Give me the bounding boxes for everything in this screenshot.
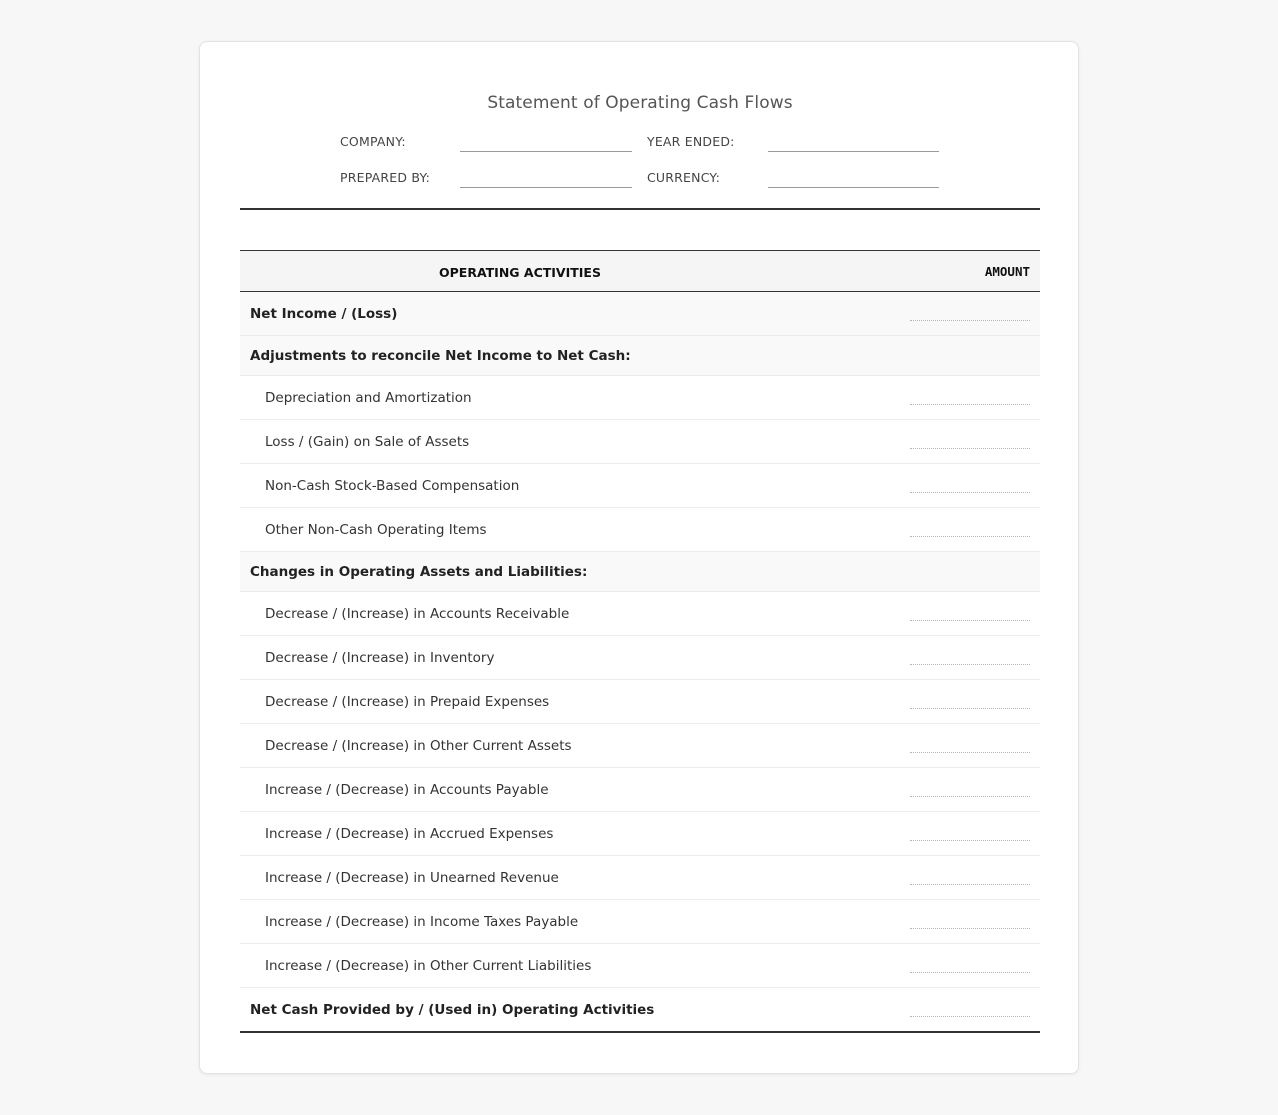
row-label: Loss / (Gain) on Sale of Assets bbox=[265, 433, 470, 450]
row-label: Depreciation and Amortization bbox=[265, 389, 472, 406]
total-row bbox=[240, 292, 1040, 336]
currency-label: CURRENCY: bbox=[647, 170, 720, 185]
table-row bbox=[240, 464, 1040, 508]
cash-flow-table bbox=[240, 250, 1040, 1033]
amount-input[interactable] bbox=[910, 840, 1030, 841]
table-row bbox=[240, 900, 1040, 944]
table-row bbox=[240, 768, 1040, 812]
table-row bbox=[240, 944, 1040, 988]
year-ended-label: YEAR ENDED: bbox=[647, 134, 735, 149]
year-ended-field[interactable] bbox=[768, 151, 939, 152]
amount-input[interactable] bbox=[910, 404, 1030, 405]
row-label: Net Income / (Loss) bbox=[250, 305, 398, 322]
row-label: Other Non-Cash Operating Items bbox=[265, 521, 487, 538]
column-header-amount: AMOUNT bbox=[984, 264, 1030, 279]
statement-card bbox=[199, 41, 1079, 1074]
amount-input[interactable] bbox=[910, 1016, 1030, 1017]
row-label: Decrease / (Increase) in Other Current Assets bbox=[265, 737, 572, 754]
amount-input[interactable] bbox=[910, 492, 1030, 493]
company-field[interactable] bbox=[460, 151, 632, 152]
prepared-by-field[interactable] bbox=[460, 187, 632, 188]
amount-input[interactable] bbox=[910, 928, 1030, 929]
row-label: Increase / (Decrease) in Accrued Expenses bbox=[265, 825, 554, 842]
currency-field[interactable] bbox=[768, 187, 939, 188]
row-label: Increase / (Decrease) in Other Current Liabilities bbox=[265, 957, 592, 974]
company-label: COMPANY: bbox=[340, 134, 406, 149]
row-label: Increase / (Decrease) in Income Taxes Payable bbox=[265, 913, 579, 930]
amount-input[interactable] bbox=[910, 536, 1030, 537]
table-row bbox=[240, 508, 1040, 552]
row-label: Adjustments to reconcile Net Income to Net Cash: bbox=[250, 347, 631, 364]
header-divider bbox=[240, 208, 1040, 210]
amount-input[interactable] bbox=[910, 884, 1030, 885]
table-row bbox=[240, 812, 1040, 856]
page-title: Statement of Operating Cash Flows bbox=[487, 93, 793, 113]
row-label: Decrease / (Increase) in Inventory bbox=[265, 649, 495, 666]
table-row bbox=[240, 592, 1040, 636]
amount-input[interactable] bbox=[910, 620, 1030, 621]
amount-input[interactable] bbox=[910, 972, 1030, 973]
amount-input[interactable] bbox=[910, 796, 1030, 797]
amount-input[interactable] bbox=[910, 708, 1030, 709]
amount-input[interactable] bbox=[910, 664, 1030, 665]
table-row bbox=[240, 856, 1040, 900]
row-label: Increase / (Decrease) in Accounts Payable bbox=[265, 781, 549, 798]
row-label: Non-Cash Stock-Based Compensation bbox=[265, 477, 520, 494]
table-row bbox=[240, 680, 1040, 724]
total-row bbox=[240, 988, 1040, 1033]
table-body bbox=[240, 292, 1040, 1033]
prepared-by-label: PREPARED BY: bbox=[340, 170, 431, 185]
table-header bbox=[240, 250, 1040, 292]
row-label: Net Cash Provided by / (Used in) Operating Activities bbox=[250, 1001, 655, 1018]
row-label: Changes in Operating Assets and Liabilities: bbox=[250, 563, 588, 580]
row-label: Increase / (Decrease) in Unearned Revenue bbox=[265, 869, 559, 886]
table-row bbox=[240, 376, 1040, 420]
table-row bbox=[240, 636, 1040, 680]
row-label: Decrease / (Increase) in Prepaid Expenses bbox=[265, 693, 550, 710]
table-row bbox=[240, 420, 1040, 464]
table-row bbox=[240, 724, 1040, 768]
column-header-activities: OPERATING ACTIVITIES bbox=[439, 265, 601, 280]
amount-input[interactable] bbox=[910, 320, 1030, 321]
amount-input[interactable] bbox=[910, 448, 1030, 449]
row-label: Decrease / (Increase) in Accounts Receivable bbox=[265, 605, 570, 622]
amount-input[interactable] bbox=[910, 752, 1030, 753]
section-header-row bbox=[240, 552, 1040, 592]
section-header-row bbox=[240, 336, 1040, 376]
